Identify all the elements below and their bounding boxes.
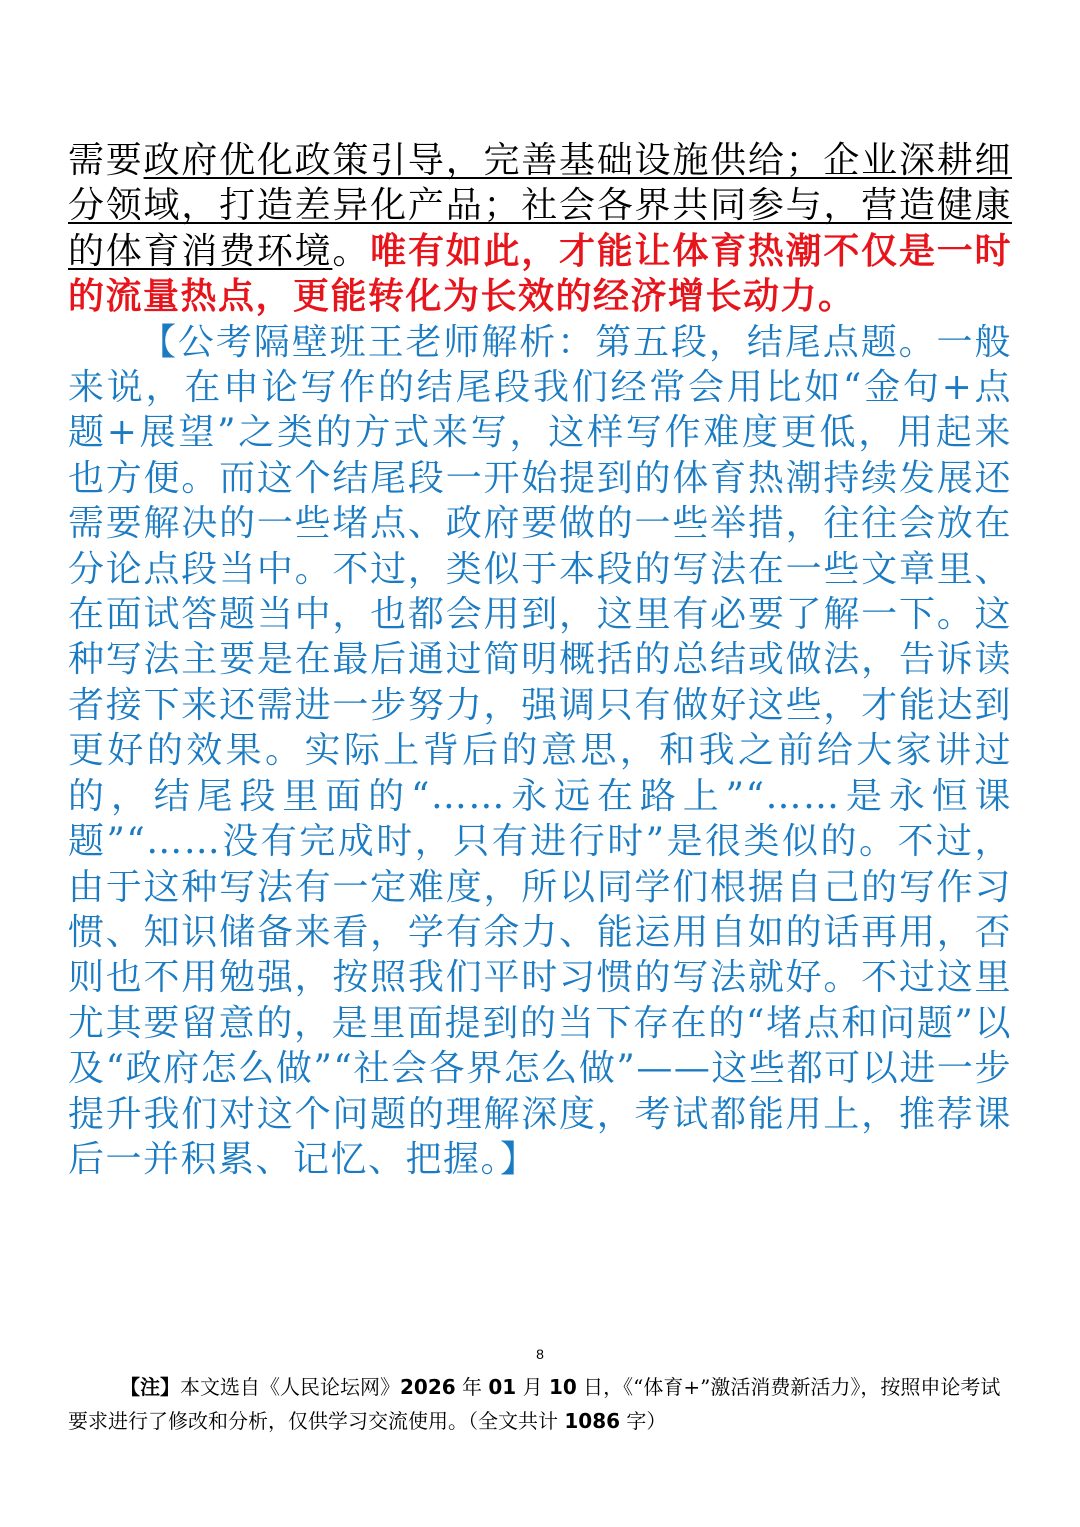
note-day: 10	[548, 1375, 577, 1399]
note-month: 01	[488, 1375, 517, 1399]
note-label: 【注】	[120, 1375, 180, 1399]
note-year: 2026	[400, 1375, 456, 1399]
note-title-text: 日，《“体育+”激活消费新活力》，按照申论考试要求进行了修改和分析，仅供学习交流使用。（全文共计	[68, 1375, 1001, 1433]
document-body	[68, 138, 1012, 1182]
teacher-analysis-paragraph: 【公考隔壁班王老师解析：第五段，结尾点题。一般来说，在申论写作的结尾段我们经常会用比如“金句+点题+展望”之类的方式来写，这样写作难度更低，用起来也方便。而这个结尾段一开始提到的体育热潮持续发展还需要解决的一些堵点、政府要做的一些举措，往往会放在分论点段当中。不过，类似于本段的写法在一些文章里、在面试答题当中，也都会用到，这里有必要了解一下。这种写法主要是在最后通过简明概括的总结或做法，告诉读者接下来还需进一步努力，强调只有做好这些，才能达到更好的效果。实际上背后的意思，和我之前给大家讲过的，结尾段里面的“……永远在路上”“……是永恒课题”“……没有完成时，只有进行时”是很类似的。不过，由于这种写法有一定难度，所以同学们根据自己的写作习惯、知识储备来看，学有余力、能运用自如的话再用，否则也不用勉强，按照我们平时习惯的写法就好。不过这里尤其要留意的，是里面提到的当下存在的“堵点和问题”以及“政府怎么做”“社会各界怎么做”——这些都可以进一步提升我们对这个问题的理解深度，考试都能用上，推荐课后一并积累、记忆、把握。】	[68, 321, 1012, 1180]
red-emphasis-sentence: 唯有如此，才能让体育热潮不仅是一时的流量热点，更能转化为长效的经济增长动力。	[68, 229, 1012, 318]
paragraph-conclusion	[68, 138, 1012, 320]
page-number: 8	[536, 1346, 544, 1362]
underlined-key-points: 政府优化政策引导，完善基础设施供给；企业深耕细分领域，打造差异化产品；社会各界共同参与，营造健康的体育消费环境	[68, 140, 1012, 272]
note-year-unit: 年	[455, 1375, 489, 1399]
note-word-count: 1086	[564, 1409, 621, 1433]
note-month-unit: 月	[516, 1375, 549, 1399]
note-end-text: 字）	[620, 1409, 667, 1433]
source-note	[68, 1370, 1012, 1438]
paragraph-start-text: 需要	[68, 140, 144, 181]
note-source-text: 本文选自《人民论坛网》	[180, 1375, 400, 1399]
sentence-period: 。	[332, 230, 371, 272]
